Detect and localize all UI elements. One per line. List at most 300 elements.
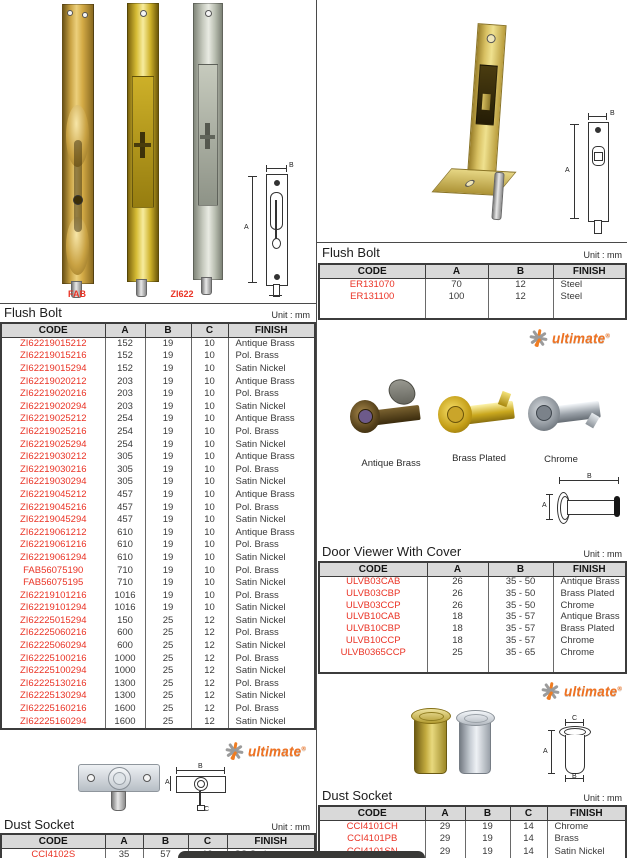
code-cell: ZI62225100216 (1, 653, 105, 666)
data-cell: Antique Brass (553, 577, 626, 589)
column-divider (316, 0, 317, 858)
table-row (1, 338, 315, 351)
data-cell: 18 (427, 635, 488, 647)
data-cell: Antique Brass (228, 414, 315, 427)
data-cell: 254 (105, 426, 145, 439)
data-cell: 25 (145, 665, 191, 678)
code-cell: CCI4101CH (319, 821, 425, 834)
code-cell: ZI62219020212 (1, 376, 105, 389)
data-cell: Satin Nickel (228, 716, 315, 730)
data-cell: 19 (145, 565, 191, 578)
dim-tick (248, 282, 257, 283)
dust-socket-diagram-right (543, 715, 605, 782)
table-row (1, 552, 315, 565)
code-cell: ZI62219015294 (1, 363, 105, 376)
data-cell: 12 (191, 628, 228, 641)
bolt-lever (200, 135, 215, 139)
ultimate-wordmark: ultimate® (552, 330, 610, 346)
dim-tick (606, 113, 607, 120)
dim-label-a: A (165, 779, 170, 786)
code-cell: ULVB10CCP (319, 635, 427, 647)
data-cell: Satin Nickel (228, 477, 315, 490)
dim-label-a: A (565, 167, 570, 174)
data-cell: 10 (191, 527, 228, 540)
data-cell: 19 (145, 552, 191, 565)
data-cell: 10 (191, 439, 228, 452)
dim-label-a: A (542, 502, 547, 509)
data-cell: Antique Brass (228, 489, 315, 502)
column-header: A (105, 323, 145, 338)
dim-tick (588, 113, 589, 120)
unit-label: Unit : mm (583, 549, 622, 559)
finish-label: Antique Brass (361, 458, 421, 469)
dust-socket-photo-plate (78, 764, 160, 792)
dust-socket-photo-brass (411, 708, 449, 774)
data-cell: Pol. Brass (228, 464, 315, 477)
data-cell: Pol. Brass (228, 628, 315, 641)
code-cell: ZI62219045216 (1, 502, 105, 515)
dim-tick (546, 494, 553, 495)
column-header: FINISH (227, 834, 315, 849)
ultimate-logo (224, 741, 306, 761)
dim-line-a (170, 776, 171, 791)
dim-line-c (565, 722, 583, 723)
table-row (1, 502, 315, 515)
data-cell: 35 - 57 (488, 624, 553, 636)
data-cell: 35 - 50 (488, 589, 553, 601)
dim-tick (176, 767, 177, 774)
screw-hole (205, 10, 212, 17)
data-cell: Pol. Brass (228, 703, 315, 716)
section-title-dust-socket-left (4, 817, 310, 832)
dim-label-c: C (204, 806, 210, 813)
door-viewer-photo-chrome (528, 384, 608, 450)
column-header: B (145, 323, 191, 338)
data-cell: Pol. Brass (228, 388, 315, 401)
diagram-pin (199, 791, 201, 805)
code-cell: ZI62225015294 (1, 615, 105, 628)
table-row (1, 401, 315, 414)
table-row (1, 602, 315, 615)
bolt-lever (134, 143, 151, 147)
data-cell: 710 (105, 577, 145, 590)
data-cell: 1000 (105, 653, 145, 666)
dim-tick (248, 176, 257, 177)
dim-tick (565, 719, 566, 726)
flush-bolt-photo-right (438, 22, 533, 222)
table-row (1, 716, 315, 730)
data-cell: Pol. Brass (228, 678, 315, 691)
table-row (1, 540, 315, 553)
data-cell: 610 (105, 552, 145, 565)
dim-tick (548, 730, 555, 731)
socket-cap (456, 710, 495, 726)
bolt-recess (132, 76, 154, 208)
bolt-recess (198, 64, 218, 206)
data-cell: 12 (191, 653, 228, 666)
diagram-screw (274, 274, 280, 280)
data-cell: Satin Nickel (228, 640, 315, 653)
dim-line-b (588, 116, 607, 117)
data-cell: 19 (145, 426, 191, 439)
dim-tick (269, 295, 282, 296)
bolt-pin (136, 279, 147, 297)
dust-socket-photo-chrome (456, 710, 493, 774)
data-cell: Pol. Brass (228, 540, 315, 553)
column-header: C (191, 323, 228, 338)
data-cell: Chrome (553, 647, 626, 659)
code-cell: ZI62219025212 (1, 414, 105, 427)
data-cell: 1016 (105, 602, 145, 615)
dim-tick (618, 477, 619, 484)
code-cell: ZI62219020294 (1, 401, 105, 414)
table-row (319, 647, 626, 659)
data-cell: 35 (105, 849, 143, 858)
data-cell: 19 (145, 388, 191, 401)
column-header: A (425, 264, 488, 279)
data-cell: 25 (145, 640, 191, 653)
column-header: CODE (319, 562, 427, 577)
bolt-slot (74, 140, 82, 232)
code-cell: ZI62219101216 (1, 590, 105, 603)
code-cell: ULVB03CBP (319, 589, 427, 601)
data-cell: 600 (105, 640, 145, 653)
door-viewer-table (318, 561, 627, 674)
bolt-pin (491, 172, 504, 221)
dim-line-a (551, 730, 552, 774)
data-cell: 25 (145, 653, 191, 666)
column-header: A (105, 834, 143, 849)
ultimate-logo (540, 681, 622, 701)
data-cell: 19 (145, 540, 191, 553)
data-cell: 25 (145, 628, 191, 641)
ultimate-star-icon (526, 326, 549, 349)
data-cell: 19 (145, 439, 191, 452)
column-header: FINISH (547, 806, 626, 821)
data-cell: 19 (145, 514, 191, 527)
data-cell: 10 (191, 388, 228, 401)
data-cell: 10 (191, 502, 228, 515)
section-title-text: Door Viewer With Cover (322, 544, 462, 559)
bolt-recess (476, 64, 498, 125)
table-row (1, 414, 315, 427)
data-cell: 203 (105, 376, 145, 389)
code-cell: ZI62225160216 (1, 703, 105, 716)
diagram-plate (588, 122, 609, 222)
socket-body (459, 720, 491, 774)
data-cell: 35 - 57 (488, 635, 553, 647)
data-cell: 35 - 50 (488, 577, 553, 589)
code-cell: ZI62219030216 (1, 464, 105, 477)
data-cell: 14 (510, 834, 547, 847)
column-header: A (425, 806, 465, 821)
data-cell: 305 (105, 451, 145, 464)
flush-bolt-diagram (244, 164, 304, 298)
data-cell: 19 (145, 477, 191, 490)
column-header: C (188, 834, 227, 849)
data-cell: 25 (145, 716, 191, 730)
table-row (1, 388, 315, 401)
data-cell: Pol. Brass (228, 653, 315, 666)
diagram-screw (274, 180, 280, 186)
viewer-flange (438, 396, 472, 433)
data-cell: 19 (465, 834, 510, 847)
bottom-overlay-bar (178, 851, 425, 858)
section-title-text: Flush Bolt (322, 245, 380, 260)
data-cell: 203 (105, 388, 145, 401)
dim-tick (583, 719, 584, 726)
data-cell: 305 (105, 477, 145, 490)
code-cell: ER131100 (319, 292, 425, 305)
data-cell: Pol. Brass (228, 351, 315, 364)
dim-tick (583, 775, 584, 782)
data-cell: 10 (191, 489, 228, 502)
table-row (1, 363, 315, 376)
column-header: B (488, 562, 553, 577)
diagram-hole (197, 780, 205, 788)
screw-hole (82, 12, 88, 18)
code-cell: ULVB03CAB (319, 577, 427, 589)
data-cell: Brass (547, 834, 626, 847)
data-cell: Brass Plated (553, 624, 626, 636)
dim-label-b: B (610, 110, 615, 117)
data-cell: Pol. Brass (228, 426, 315, 439)
table-row (1, 691, 315, 704)
code-cell: ZI62219030294 (1, 477, 105, 490)
dim-tick (266, 165, 267, 172)
section-title-text: Dust Socket (322, 788, 393, 803)
data-cell: Pol. Brass (228, 502, 315, 515)
data-cell: 10 (191, 590, 228, 603)
table-row (319, 600, 626, 612)
table-row (319, 612, 626, 624)
screw-hole (140, 10, 147, 17)
data-cell: Satin Nickel (228, 602, 315, 615)
table-row (1, 665, 315, 678)
data-cell: 57 (143, 849, 188, 858)
data-cell: Satin Nickel (228, 514, 315, 527)
data-cell: Satin Nickel (228, 552, 315, 565)
data-cell: 19 (465, 821, 510, 834)
diagram-end-ring (614, 496, 620, 517)
screw-hole (87, 774, 95, 782)
table-row (319, 279, 626, 292)
dim-line-b (266, 168, 286, 169)
data-cell: Chrome (547, 821, 626, 834)
table-row (1, 565, 315, 578)
code-cell: ZI62225060294 (1, 640, 105, 653)
column-header: A (427, 562, 488, 577)
column-header: FINISH (553, 562, 626, 577)
flush-bolt-diagram-right (562, 112, 624, 236)
flush-bolt-photo-zi622-satin (193, 3, 223, 280)
diagram-body (565, 735, 585, 774)
dust-socket-photo-pin (111, 791, 126, 811)
data-cell: 25 (145, 691, 191, 704)
table-row (319, 589, 626, 601)
code-cell: ZI62219015212 (1, 338, 105, 351)
data-cell: Brass Plated (553, 589, 626, 601)
dim-label-a: A (543, 748, 548, 755)
column-header: B (488, 264, 553, 279)
code-cell: ZI62219061212 (1, 527, 105, 540)
dim-label-b: B (198, 763, 203, 770)
data-cell: 10 (191, 451, 228, 464)
data-cell: Chrome (553, 635, 626, 647)
data-cell: 1016 (105, 590, 145, 603)
data-cell: 25 (145, 615, 191, 628)
table-row (1, 678, 315, 691)
data-cell: 1300 (105, 678, 145, 691)
data-cell: Steel (553, 292, 626, 305)
data-cell: 19 (465, 846, 510, 858)
data-cell: 305 (105, 464, 145, 477)
table-row (1, 376, 315, 389)
unit-label: Unit : mm (583, 793, 622, 803)
product-code-label: FAB (68, 289, 86, 299)
table-row (319, 624, 626, 636)
ultimate-star-icon (222, 739, 245, 762)
data-cell: 29 (425, 834, 465, 847)
data-cell: 18 (427, 624, 488, 636)
data-cell: 710 (105, 565, 145, 578)
data-cell: 10 (191, 464, 228, 477)
data-cell: 12 (191, 615, 228, 628)
data-cell: 12 (191, 716, 228, 730)
door-viewer-photo-antique-brass (350, 382, 432, 454)
data-cell: 10 (191, 338, 228, 351)
data-cell: 19 (145, 527, 191, 540)
data-cell: 152 (105, 363, 145, 376)
data-cell: 25 (145, 703, 191, 716)
dim-label-a: A (244, 224, 249, 231)
code-cell: ULVB0365CCP (319, 647, 427, 659)
data-cell: Satin Nickel (547, 846, 626, 858)
dim-line-a (574, 124, 575, 218)
table-row (1, 464, 315, 477)
socket-body (414, 718, 447, 774)
dust-socket-diagram-left (165, 763, 232, 816)
data-cell: 29 (425, 821, 465, 834)
screw-hole (67, 10, 73, 16)
code-cell: ZI62219030212 (1, 451, 105, 464)
data-cell: 19 (145, 602, 191, 615)
viewer-lens (536, 405, 552, 421)
column-header: B (465, 806, 510, 821)
data-cell: 10 (191, 376, 228, 389)
column-header: FINISH (553, 264, 626, 279)
column-header: CODE (1, 323, 105, 338)
code-cell: ZI62225160294 (1, 716, 105, 730)
unit-label: Unit : mm (583, 250, 622, 260)
flush-bolt-table-right (318, 263, 627, 320)
section-title-flush-bolt-left (4, 305, 310, 320)
ultimate-logo (528, 328, 610, 348)
data-cell: 12 (191, 703, 228, 716)
code-cell: ZI62219015216 (1, 351, 105, 364)
table-row (319, 635, 626, 647)
code-cell: ZI62225100294 (1, 665, 105, 678)
data-cell: 152 (105, 338, 145, 351)
dim-tick (559, 477, 560, 484)
code-cell: ULVB03CCP (319, 600, 427, 612)
table-row (1, 615, 315, 628)
code-cell: ZI62219025294 (1, 439, 105, 452)
code-cell: FAB56075195 (1, 577, 105, 590)
data-cell: 19 (145, 577, 191, 590)
data-cell: Satin Nickel (228, 401, 315, 414)
data-cell: Antique Brass (228, 338, 315, 351)
data-cell: Pol. Brass (228, 565, 315, 578)
dim-label-b: B (587, 473, 592, 480)
data-cell: 12 (191, 691, 228, 704)
data-cell: Satin Nickel (228, 691, 315, 704)
data-cell: 12 (191, 665, 228, 678)
column-header: CODE (319, 806, 425, 821)
ultimate-star-icon (538, 679, 561, 702)
data-cell: 29 (425, 846, 465, 858)
dim-line-a (252, 176, 253, 282)
code-cell: ER131070 (319, 279, 425, 292)
data-cell: Satin Nickel (228, 665, 315, 678)
data-cell: Satin Nickel (228, 615, 315, 628)
data-cell: 25 (145, 678, 191, 691)
code-cell: ULVB10CAB (319, 612, 427, 624)
data-cell: Chrome (553, 600, 626, 612)
data-cell: 10 (191, 477, 228, 490)
bolt-plate (466, 23, 506, 187)
diagram-barrel (567, 500, 617, 515)
filler-row (319, 304, 626, 319)
dim-tick (565, 775, 566, 782)
section-rule (0, 303, 316, 304)
dim-tick (286, 165, 287, 172)
diagram-knob (272, 238, 281, 249)
table-row (1, 640, 315, 653)
code-cell: ZI62219045212 (1, 489, 105, 502)
data-cell: 1000 (105, 665, 145, 678)
door-viewer-photo-brass-plated (438, 382, 522, 450)
dim-tick (548, 773, 555, 774)
dim-label-c: C (572, 715, 578, 722)
table-row (1, 439, 315, 452)
data-cell: 25 (427, 647, 488, 659)
data-cell: 14 (510, 821, 547, 834)
section-title-text: Flush Bolt (4, 305, 62, 320)
code-cell: ZI62219101294 (1, 602, 105, 615)
data-cell: 10 (191, 426, 228, 439)
data-cell: 26 (427, 600, 488, 612)
table-row (1, 577, 315, 590)
data-cell: 26 (427, 589, 488, 601)
product-code-label: ZI622 (170, 289, 194, 299)
data-cell: 19 (145, 401, 191, 414)
filler-row (319, 659, 626, 673)
data-cell: 12 (191, 678, 228, 691)
data-cell: 1600 (105, 703, 145, 716)
data-cell: 457 (105, 502, 145, 515)
data-cell: 12 (488, 279, 553, 292)
data-cell: 457 (105, 514, 145, 527)
data-cell: 1600 (105, 716, 145, 730)
screw-hole (143, 774, 151, 782)
table-row (1, 351, 315, 364)
column-header: CODE (1, 834, 105, 849)
code-cell: CCI4101PB (319, 834, 425, 847)
data-cell: 10 (191, 363, 228, 376)
data-cell: 19 (145, 451, 191, 464)
section-title-text: Dust Socket (4, 817, 75, 832)
